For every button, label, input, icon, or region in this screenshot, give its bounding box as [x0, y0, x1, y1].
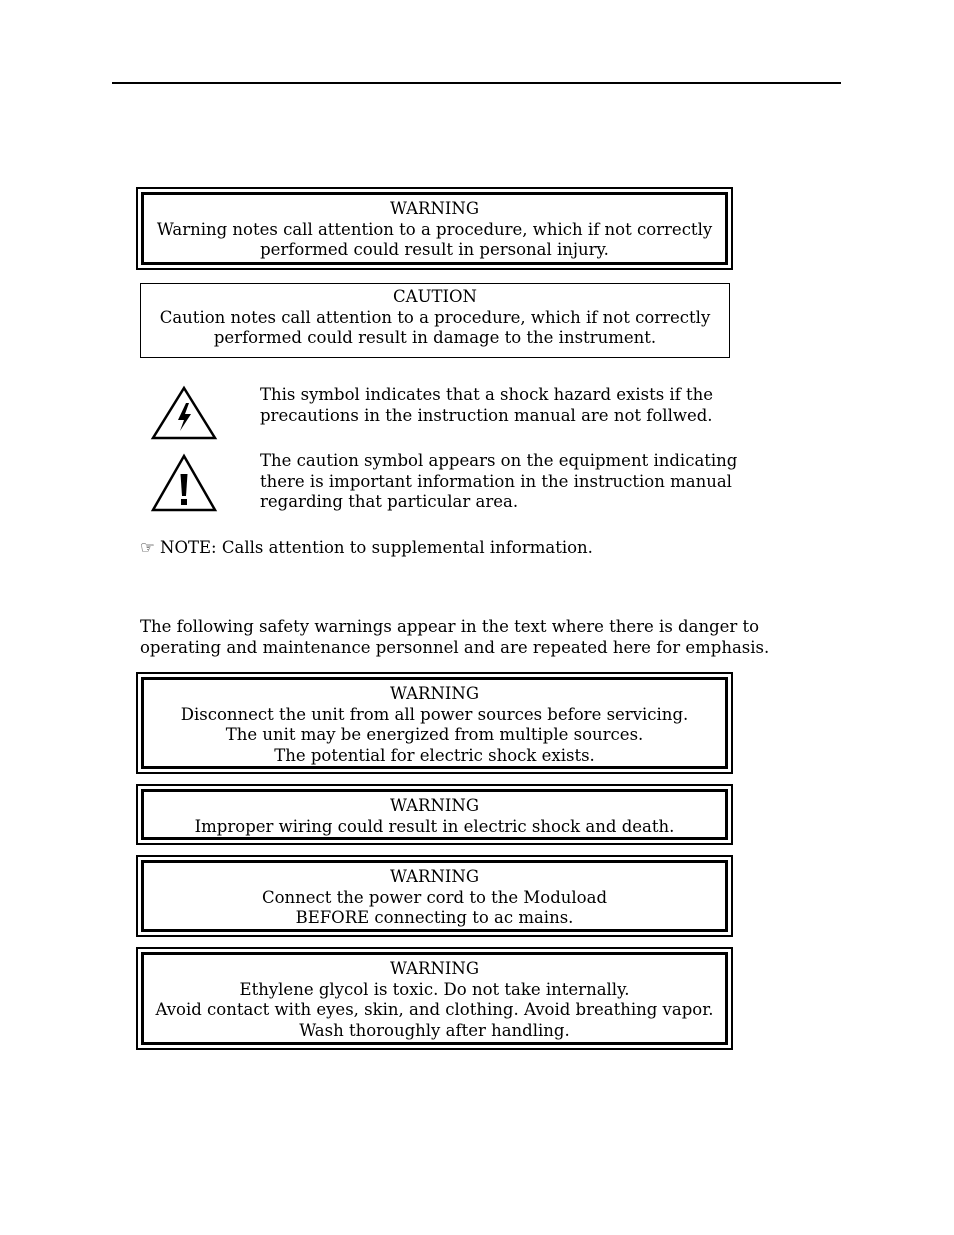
safety-warning-box [136, 855, 733, 937]
warning-line: Wash thoroughly after handling. [299, 1020, 570, 1040]
warning-title: WARNING [389, 684, 480, 703]
header-rule [112, 82, 841, 84]
caution-title: CAUTION [393, 287, 477, 306]
symbol-description: there is important information in the instruction manual [260, 471, 732, 491]
note-text: NOTE: Calls attention to supplemental information. [160, 538, 593, 557]
warning-line: Warning notes call attention to a procedure, which if not correctly [156, 219, 713, 239]
safety-warning-box [136, 947, 733, 1050]
symbol-description: The caution symbol appears on the equipment indicating [260, 451, 738, 470]
warning-title: WARNING [389, 959, 480, 978]
warning-line: Connect the power cord to the Moduload [261, 887, 608, 907]
warning-line: The unit may be energized from multiple sources. [225, 725, 644, 744]
caution-symbol-row [150, 451, 750, 521]
warning-line: Disconnect the unit from all power sources before servicing. [180, 704, 689, 724]
safety-warning-box [136, 784, 733, 845]
warning-line: BEFORE connecting to ac mains. [295, 908, 574, 927]
caution-exclamation-icon [150, 451, 218, 513]
pointing-hand-icon: ☞ [140, 538, 155, 557]
warning-title: WARNING [389, 199, 480, 218]
warning-line: Improper wiring could result in electric shock and death. [194, 816, 675, 836]
warning-line: Ethylene glycol is toxic. Do not take internally. [239, 979, 630, 999]
warning-line: The potential for electric shock exists. [274, 745, 595, 765]
warning-explanation-box [136, 187, 733, 270]
caution-explanation-box [140, 283, 730, 358]
warning-title: WARNING [389, 867, 480, 886]
warning-title: WARNING [389, 796, 480, 815]
safety-warning-box [136, 672, 733, 774]
symbol-description: regarding that particular area. [260, 492, 519, 511]
caution-line: Caution notes call attention to a procedure, which if not correctly [159, 307, 711, 327]
caution-line: performed could result in damage to the instrument. [213, 328, 657, 347]
paragraph-line: The following safety warnings appear in the text where there is danger to [140, 617, 760, 636]
paragraph-line: operating and maintenance personnel and are repeated here for emphasis. [140, 637, 770, 657]
note-line [140, 538, 593, 559]
symbol-description: precautions in the instruction manual are not follwed. [260, 405, 713, 425]
warning-line: performed could result in personal injury. [260, 240, 609, 259]
symbol-description: This symbol indicates that a shock hazard exists if the [260, 385, 714, 404]
shock-hazard-row [150, 385, 750, 445]
shock-hazard-icon [150, 385, 218, 441]
warning-line: Avoid contact with eyes, skin, and clothing. Avoid breathing vapor. [155, 1000, 714, 1019]
safety-intro-paragraph [140, 617, 770, 658]
